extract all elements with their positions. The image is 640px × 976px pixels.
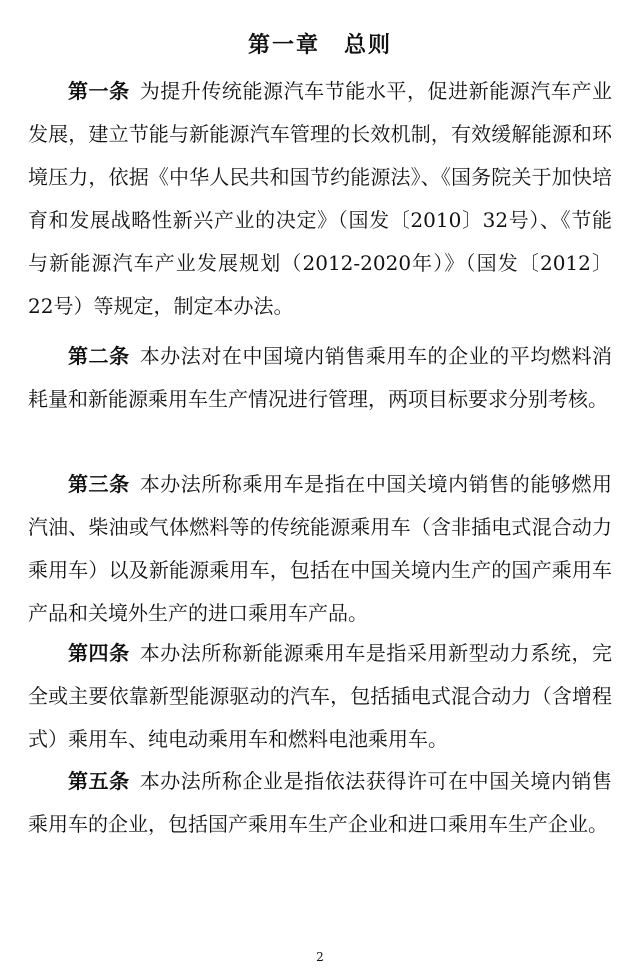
article-3 — [28, 463, 612, 635]
article-1-text: 为提升传统能源汽车节能水平，促进新能源汽车产业发展，建立节能与新能源汽车管理的长效机制，有效缓解能源和环境压力，依据《中华人民共和国节约能源法》、《国务院关于加快培育和发展战略性新兴产业的决定》（国发〔2010〕32号）、《节能与新能源汽车产业发展规划（2012-2020年）》（国发〔2012〕22号）等规定，制定本办法。 — [28, 79, 613, 318]
article-5-label: 第五条 — [68, 769, 130, 793]
article-4-text: 本办法所称新能源乘用车是指采用新型动力系统，完全或主要依靠新型能源驱动的汽车，包括插电式混合动力（含增程式）乘用车、纯电动乘用车和燃料电池乘用车。 — [28, 641, 613, 751]
article-2-label: 第二条 — [68, 344, 130, 368]
article-3-label: 第三条 — [68, 472, 130, 496]
article-2 — [28, 335, 612, 421]
article-5-text: 本办法所称企业是指依法获得许可在中国关境内销售乘用车的企业，包括国产乘用车生产企业和进口乘用车生产企业。 — [28, 769, 613, 836]
article-4 — [28, 632, 612, 761]
article-2-text: 本办法对在中国境内销售乘用车的企业的平均燃料消耗量和新能源乘用车生产情况进行管理，两项目标要求分别考核。 — [28, 344, 613, 411]
page-number: 2 — [316, 950, 324, 964]
article-4-label: 第四条 — [68, 641, 130, 665]
article-3-text: 本办法所称乘用车是指在中国关境内销售的能够燃用汽油、柴油或气体燃料等的传统能源乘用车（含非插电式混合动力乘用车）以及新能源乘用车，包括在中国关境内生产的国产乘用车产品和关境外生产的进口乘用车产品。 — [28, 472, 613, 625]
article-1 — [28, 70, 612, 328]
article-5 — [28, 760, 612, 846]
chapter-title: 第一章 总则 — [247, 33, 392, 58]
article-1-label: 第一条 — [68, 79, 130, 103]
